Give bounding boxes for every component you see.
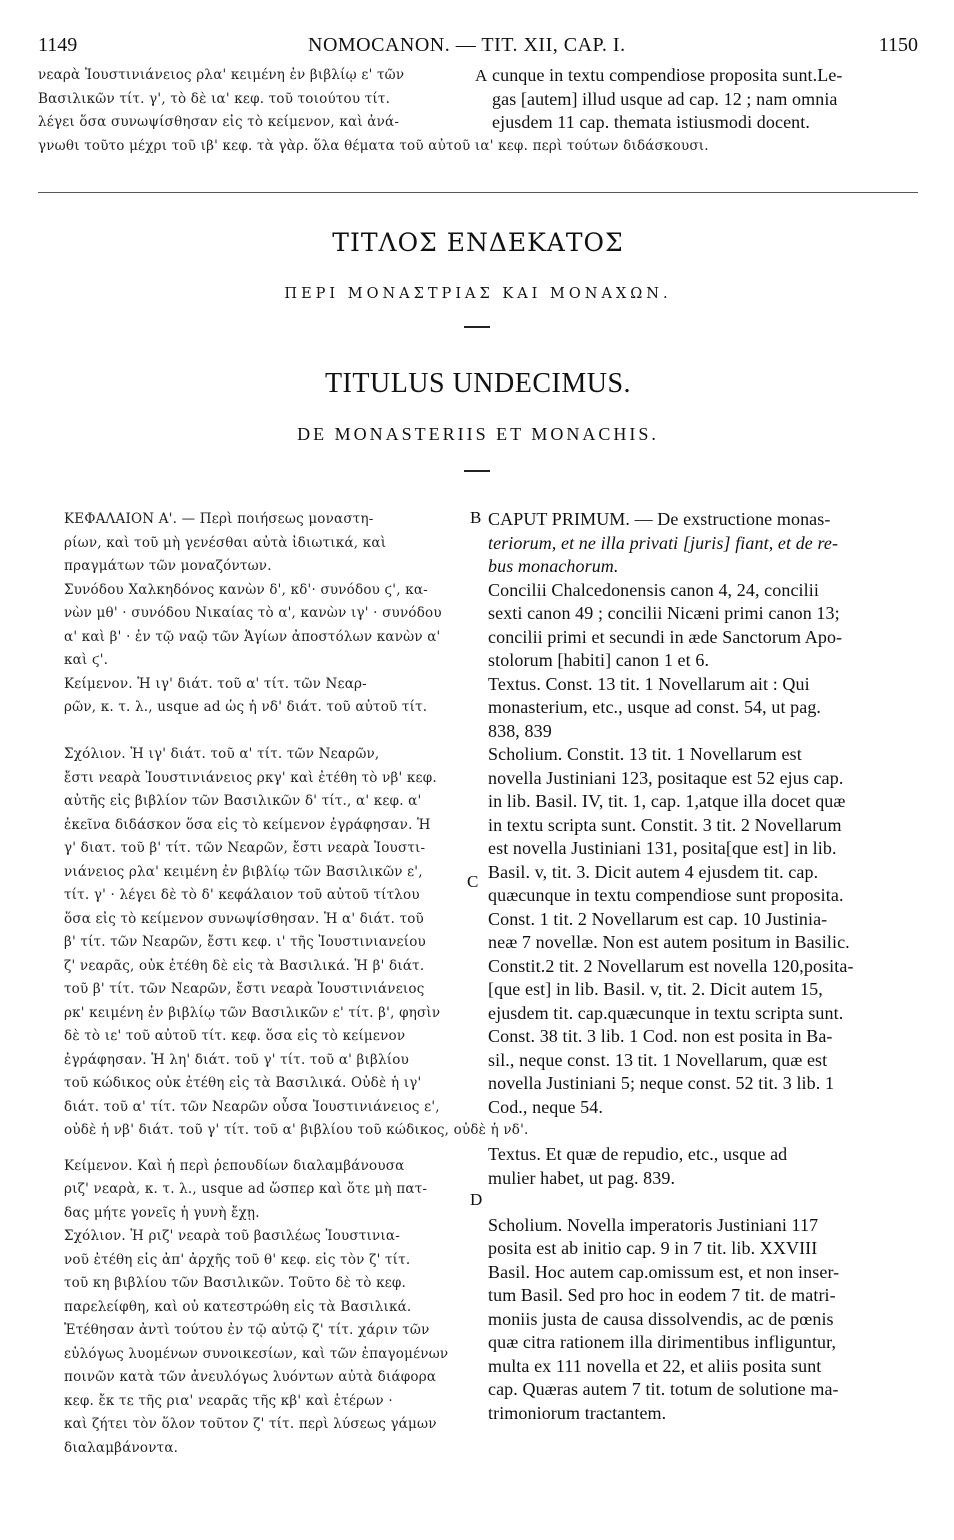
text-line: Const. 38 tit. 3 lib. 1 Cod. non est posita in Ba-: [488, 1026, 833, 1046]
text-line: Basil. v, tit. 3. Dicit autem 4 ejusdem tit. cap.: [488, 861, 819, 882]
text-line: Textus. Const. 13 tit. 1 Novellarum ait : Qui: [488, 673, 810, 694]
page-number-left: 1149: [38, 34, 78, 56]
text-line: παρελείφθη, καὶ οὐ κατεστρώθη εἰς τὰ Βασιλικά.: [64, 1298, 412, 1315]
text-line: sil., neque const. 13 tit. 1 Novellarum, quæ est: [488, 1049, 828, 1070]
text-line: sexti canon 49 ; concilii Nicæni primi canon 13;: [488, 603, 840, 623]
margin-marker-c: C: [467, 872, 479, 891]
text-line: καὶ ζήτει τὸν ὅλον τοῦτον ζ' τίτ. περὶ λύσεως γάμων: [64, 1416, 437, 1432]
text-line: τίτ. γ' · λέγει δὲ τὸ δ' κεφάλαιον τοῦ αὐτοῦ τίτλου: [64, 887, 420, 903]
running-title: NOMOCANON. — TIT. XII, CAP. I.: [308, 34, 626, 56]
text-line: concilii primi et secundi in æde Sanctorum Apo-: [488, 626, 843, 647]
text-line: Const. 1 tit. 2 Novellarum est cap. 10 Justinia-: [488, 908, 828, 929]
text-line: β' τίτ. τῶν Νεαρῶν, ἔστι κεφ. ι' τῆς Ἰουστινιανείου: [64, 934, 426, 950]
text-line: δας μήτε γονεῖς ἡ γυνὴ ἔχῃ.: [64, 1204, 260, 1221]
text-line: νεαρὰ Ἰουστινιάνειος ρλα' κειμένη ἐν βιβλίῳ ε' τῶν: [38, 67, 405, 83]
chapter-heading: CAPUT PRIMUM. — De exstructione monas-: [488, 509, 831, 529]
text-line: trimoniorum tractantem.: [488, 1402, 667, 1423]
text-line: Συνόδου Χαλκηδόνος κανὼν δ', κδ'· συνόδου ϛ', κα-: [64, 581, 428, 598]
text-line: 838, 839: [488, 720, 552, 741]
title-dash: [464, 470, 490, 472]
text-line: ρῶν, κ. τ. λ., usque ad ὡς ἡ νδ' διάτ. τοῦ αὐτοῦ τίτ.: [64, 699, 428, 715]
text-line: bus monachorum.: [488, 556, 619, 576]
text-line: δὲ τὸ ιε' τοῦ αὐτοῦ τίτ. κεφ. ὅσα εἰς τὸ κείμενον: [64, 1028, 406, 1044]
text-line: Textus. Et quæ de repudio, etc., usque ad: [488, 1144, 788, 1164]
text-line: Βασιλικῶν τίτ. γ', τὸ δὲ ια' κεφ. τοῦ τοιούτου τίτ.: [38, 90, 391, 107]
text-line: τοῦ κώδικος οὐκ ἐτέθη εἰς τὰ Βασιλικά. Οὐδὲ ἡ ιγ': [64, 1075, 422, 1091]
text-line: νοῦ ἐτέθη εἰς ἀπ' ἀρχῆς τοῦ θ' κεφ. εἰς τὸν ζ' τίτ.: [64, 1251, 411, 1268]
text-line: tum Basil. Sed pro hoc in eodem 7 tit. de matri-: [488, 1285, 836, 1305]
text-line: Concilii Chalcedonensis canon 4, 24, concilii: [488, 579, 819, 600]
text-line: Κείμενον. Ἡ ιγ' διάτ. τοῦ α' τίτ. τῶν Νεαρ-: [64, 675, 367, 692]
text-line: καὶ ϛ'.: [64, 652, 109, 668]
text-line: Basil. Hoc autem cap.omissum est, et non inser-: [488, 1261, 840, 1282]
text-line: Cod., neque 54.: [488, 1096, 603, 1117]
margin-marker-b: B: [470, 508, 482, 527]
text-line: ἔστι νεαρὰ Ἰουστινιάνειος ρκγ' καὶ ἐτέθη τὸ νβ' κεφ.: [64, 769, 437, 786]
text-line: Constit.2 tit. 2 Novellarum est novella 120,posita-: [488, 955, 854, 976]
text-line: multa ex 111 novella et 22, et aliis posita sunt: [488, 1355, 822, 1376]
text-line: Σχόλιον. Ἡ ριζ' νεαρὰ τοῦ βασιλέως Ἰουστινια-: [64, 1228, 400, 1244]
text-line: ρκ' κειμένη ἐν βιβλίῳ τῶν Βασιλικῶν ε' τίτ. β', φησὶν: [64, 1004, 441, 1021]
text-line: [488, 1190, 920, 1214]
text-line: Κείμενον. Καὶ ἡ περὶ ῥεπουδίων διαλαμβάνουσα: [64, 1157, 405, 1174]
text-line: gas [autem] illud usque ad cap. 12 ; nam omnia: [492, 88, 838, 109]
text-line: posita est ab initio cap. 9 in 7 tit. lib. XXVIII: [488, 1238, 818, 1258]
text-line: neæ 7 novellæ. Non est autem positum in Basilic.: [488, 932, 850, 952]
top-latin-text: [492, 64, 922, 135]
text-line: Ἐτέθησαν ἀντὶ τούτου ἐν τῷ αὐτῷ ζ' τίτ. χάριν τῶν: [64, 1322, 430, 1338]
text-line: διαλαμβάνοντα.: [64, 1439, 179, 1456]
text-line: διάτ. τοῦ α' τίτ. τῶν Νεαρῶν οὖσα Ἰουστινιάνειος ε',: [64, 1098, 440, 1115]
text-line: cunque in textu compendiose proposita sunt.Le-: [492, 65, 843, 85]
page-number-right: 1150: [878, 34, 918, 56]
text-line: γνωθι τοῦτο μέχρι τοῦ ιβ' κεφ. τὰ γὰρ. ὅλα θέματα τοῦ αὐτοῦ ια' κεφ. περὶ τούτων διδάσκουσι.: [38, 137, 709, 154]
separator-rule: [38, 192, 918, 193]
text-line: Scholium. Novella imperatoris Justiniani 117: [488, 1214, 819, 1235]
text-line: Σχόλιον. Ἡ ιγ' διάτ. τοῦ α' τίτ. τῶν Νεαρῶν,: [64, 746, 380, 762]
margin-marker-a: A: [475, 66, 488, 85]
text-line: mulier habet, ut pag. 839.: [488, 1167, 676, 1188]
text-line: [que est] in lib. Basil. v, tit. 2. Dicit autem 15,: [488, 979, 823, 999]
text-line: stolorum [habiti] canon 1 et 6.: [488, 650, 710, 670]
text-line: τοῦ κη βιβλίου τῶν Βασιλικῶν. Τοῦτο δὲ τὸ κεφ.: [64, 1275, 407, 1291]
text-line: novella Justiniani 123, positaque est 52 ejus cap.: [488, 767, 844, 788]
text-line: Scholium. Constit. 13 tit. 1 Novellarum est: [488, 744, 802, 764]
text-line: α' καὶ β' · ἐν τῷ ναῷ τῶν Ἁγίων ἀποστόλων κανὼν α': [64, 628, 441, 645]
text-line: νιάνειος ρλα' κειμένη ἐν βιβλίῳ τῶν Βασιλικῶν ε',: [64, 863, 423, 880]
text-line: οὐδὲ ἡ νβ' διάτ. τοῦ γ' τίτ. τοῦ α' βιβλίου τοῦ κώδικος, οὐδὲ ἡ νδ'.: [64, 1122, 529, 1138]
text-line: ὅσα εἰς τὸ κείμενον συνωψίσθησαν. Ἡ α' διάτ. τοῦ: [64, 910, 424, 927]
text-line: νὼν μθ' · συνόδου Νικαίας τὸ α', κανὼν ιγ' · συνόδου: [64, 605, 442, 621]
text-line: ejusdem 11 cap. themata istiusmodi docent.: [492, 112, 810, 132]
text-line: ejusdem tit. cap.quæcunque in textu scripta sunt.: [488, 1002, 844, 1023]
text-line: τοῦ β' τίτ. τῶν Νεαρῶν, ἔστι νεαρὰ Ἰουστινιάνειος: [64, 981, 425, 997]
greek-title: ΤΙΤΛΟΣ ΕΝΔΕΚΑΤΟΣ: [332, 228, 624, 257]
text-line: quæcunque in textu compendiose sunt proposita.: [488, 885, 844, 905]
text-line: ἐκεῖνα διδάσκον ὅσα εἰς τὸ κείμενον ἐγράφησαν. Ἡ: [64, 816, 431, 833]
text-line: quæ citra rationem illa dirimentibus infliguntur,: [488, 1332, 837, 1352]
text-line: in textu scripta sunt. Constit. 3 tit. 2 Novellarum: [488, 814, 842, 835]
text-line: εὐλόγως λυομένων συνοικεσίων, καὶ τῶν ἐπαγομένων: [64, 1345, 449, 1362]
page-header: [38, 34, 918, 64]
text-line: monasterium, etc., usque ad const. 54, ut pag.: [488, 697, 822, 717]
text-line: est novella Justiniani 131, posita[que est] in lib.: [488, 838, 837, 858]
text-line: λέγει ὅσα συνωψίσθησαν εἰς τὸ κείμενον, καὶ ἀνά-: [38, 114, 400, 130]
text-line: teriorum, et ne illa privati [juris] fiant, et de re-: [488, 532, 839, 553]
text-line: in lib. Basil. IV, tit. 1, cap. 1,atque illa docet quæ: [488, 791, 846, 811]
latin-column: [488, 508, 920, 1425]
title-dash: [464, 326, 490, 328]
latin-title: TITULUS UNDECIMUS.: [324, 368, 632, 399]
text-line: cap. Quæras autem 7 tit. totum de solutione ma-: [488, 1379, 839, 1399]
text-line: novella Justiniani 5; neque const. 52 tit. 3 lib. 1: [488, 1073, 835, 1093]
text-line: πραγμάτων τῶν μοναζόντων.: [64, 558, 272, 574]
text-line: ποινῶν κατὰ τῶν ἀνευλόγως λυόντων αὐτὰ διάφορα: [64, 1369, 437, 1385]
text-line: κεφ. ἔκ τε τῆς ρια' νεαρᾶς τῆς κβ' καὶ ἑτέρων ·: [64, 1392, 393, 1409]
text-line: ριζ' νεαρὰ, κ. τ. λ., usque ad ὥσπερ καὶ ὅτε μὴ πατ-: [64, 1181, 428, 1197]
text-line: [488, 1119, 920, 1131]
chapter-heading: ΚΕΦΑΛΑΙΟΝ Α'. — Περὶ ποιήσεως μοναστη-: [64, 511, 374, 527]
greek-subtitle: ΠΕΡΙ ΜΟΝΑΣΤΡΙΑΣ ΚΑΙ ΜΟΝΑΧΩΝ.: [284, 286, 672, 302]
text-line: ἐγράφησαν. Ἡ λη' διάτ. τοῦ γ' τίτ. τοῦ α' βιβλίου: [64, 1051, 410, 1068]
text-line: moniis justa de causa dissolvendis, ac de pœnis: [488, 1308, 834, 1329]
text-line: γ' διατ. τοῦ β' τίτ. τῶν Νεαρῶν, ἔστι νεαρὰ Ἰουστι-: [64, 840, 426, 856]
text-line: ρίων, καὶ τοῦ μὴ γενέσθαι αὐτὰ ἰδιωτικά, καὶ: [64, 534, 387, 551]
text-line: [64, 720, 474, 744]
text-line: ζ' νεαρᾶς, οὐκ ἐτέθη δὲ εἰς τὰ Βασιλικά. Ἡ β' διάτ.: [64, 957, 425, 974]
latin-subtitle: DE MONASTERIIS ET MONACHIS.: [297, 424, 659, 444]
margin-marker-d: D: [470, 1190, 483, 1209]
text-line: αὐτῆς εἰς βιβλίον τῶν Βασιλικῶν δ' τίτ., α' κεφ. α': [64, 793, 422, 809]
